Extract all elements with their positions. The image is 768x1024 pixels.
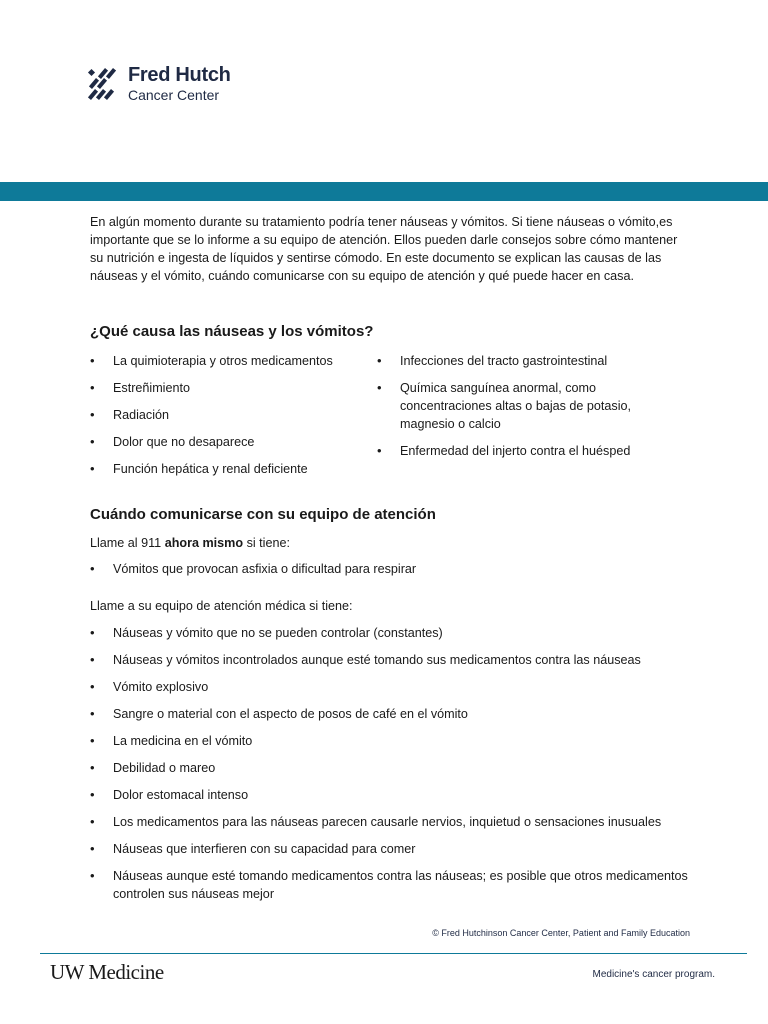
call-911-suffix: si tiene:: [243, 536, 290, 550]
list-item: • Náuseas que interfieren con su capacidad para comer: [90, 840, 690, 858]
intro-paragraph: En algún momento durante su tratamiento podría tener náuseas y vómitos. Si tiene náuseas o vómito,es importante que se lo informe a su equipo de atención. Ellos pueden darle consejos sobre cómo mantener su nutrición e ingesta de líquidos y sentirse cómodo. En este documento se explican las causas de las náuseas y el vómito, cuándo comunicarse con su equipo de atención y qué puede hacer en casa.: [90, 215, 678, 283]
causes-list-right: [377, 352, 647, 469]
list-item: • Debilidad o mareo: [90, 759, 690, 777]
list-item: • Sangre o material con el aspecto de posos de café en el vómito: [90, 705, 690, 723]
fred-hutch-logo: [86, 64, 246, 104]
list-item: • Vómitos que provocan asfixia o dificultad para respirar: [90, 560, 690, 578]
call-team-list: [90, 624, 690, 912]
list-item: • Estreñimiento: [90, 379, 360, 397]
list-item: • Náuseas aunque esté tomando medicamentos contra las náuseas; es posible que otros medicamentos controlen sus náuseas mejor: [90, 867, 690, 903]
call-911-emphasis: ahora mismo: [164, 536, 244, 550]
call-911-prefix: Llame al 911: [90, 536, 165, 550]
list-item: • Dolor estomacal intenso: [90, 786, 690, 804]
list-item: • Química sanguínea anormal, como concentraciones altas o bajas de potasio, magnesio o calcio: [377, 379, 647, 433]
header-band: [0, 182, 768, 201]
list-item: • Vómito explosivo: [90, 678, 690, 696]
uw-medicine-logo: UW Medicine: [50, 960, 164, 984]
list-item: • Radiación: [90, 406, 360, 424]
list-item: • Infecciones del tracto gastrointestinal: [377, 352, 647, 370]
list-item: • Náuseas y vómito que no se pueden controlar (constantes): [90, 624, 690, 642]
list-item: • La medicina en el vómito: [90, 732, 690, 750]
list-item: • Función hepática y renal deficiente: [90, 460, 360, 478]
list-item: • Náuseas y vómitos incontrolados aunque esté tomando sus medicamentos contra las náuseas: [90, 651, 690, 669]
call-911-list: [90, 560, 690, 578]
when-to-call-heading: Cuándo comunicarse con su equipo de atención: [90, 506, 436, 523]
footer-tagline: Medicine's cancer program.: [592, 969, 715, 980]
footer-divider: [40, 953, 747, 954]
causes-heading: ¿Qué causa las náuseas y los vómitos?: [90, 323, 374, 340]
call-team-instruction: Llame a su equipo de atención médica si tiene:: [90, 599, 353, 613]
call-911-instruction: [90, 534, 290, 552]
logo-title: Fred Hutch: [128, 64, 231, 86]
fred-hutch-logo-mark-icon: [86, 67, 116, 101]
list-item: • La quimioterapia y otros medicamentos: [90, 352, 360, 370]
list-item: • Los medicamentos para las náuseas parecen causarle nervios, inquietud o sensaciones inusuales: [90, 813, 690, 831]
copyright-notice: © Fred Hutchinson Cancer Center, Patient and Family Education: [432, 928, 690, 938]
causes-list-left: [90, 352, 360, 487]
list-item: • Enfermedad del injerto contra el huésped: [377, 442, 647, 460]
list-item: • Dolor que no desaparece: [90, 433, 360, 451]
logo-subtitle: Cancer Center: [128, 87, 220, 103]
